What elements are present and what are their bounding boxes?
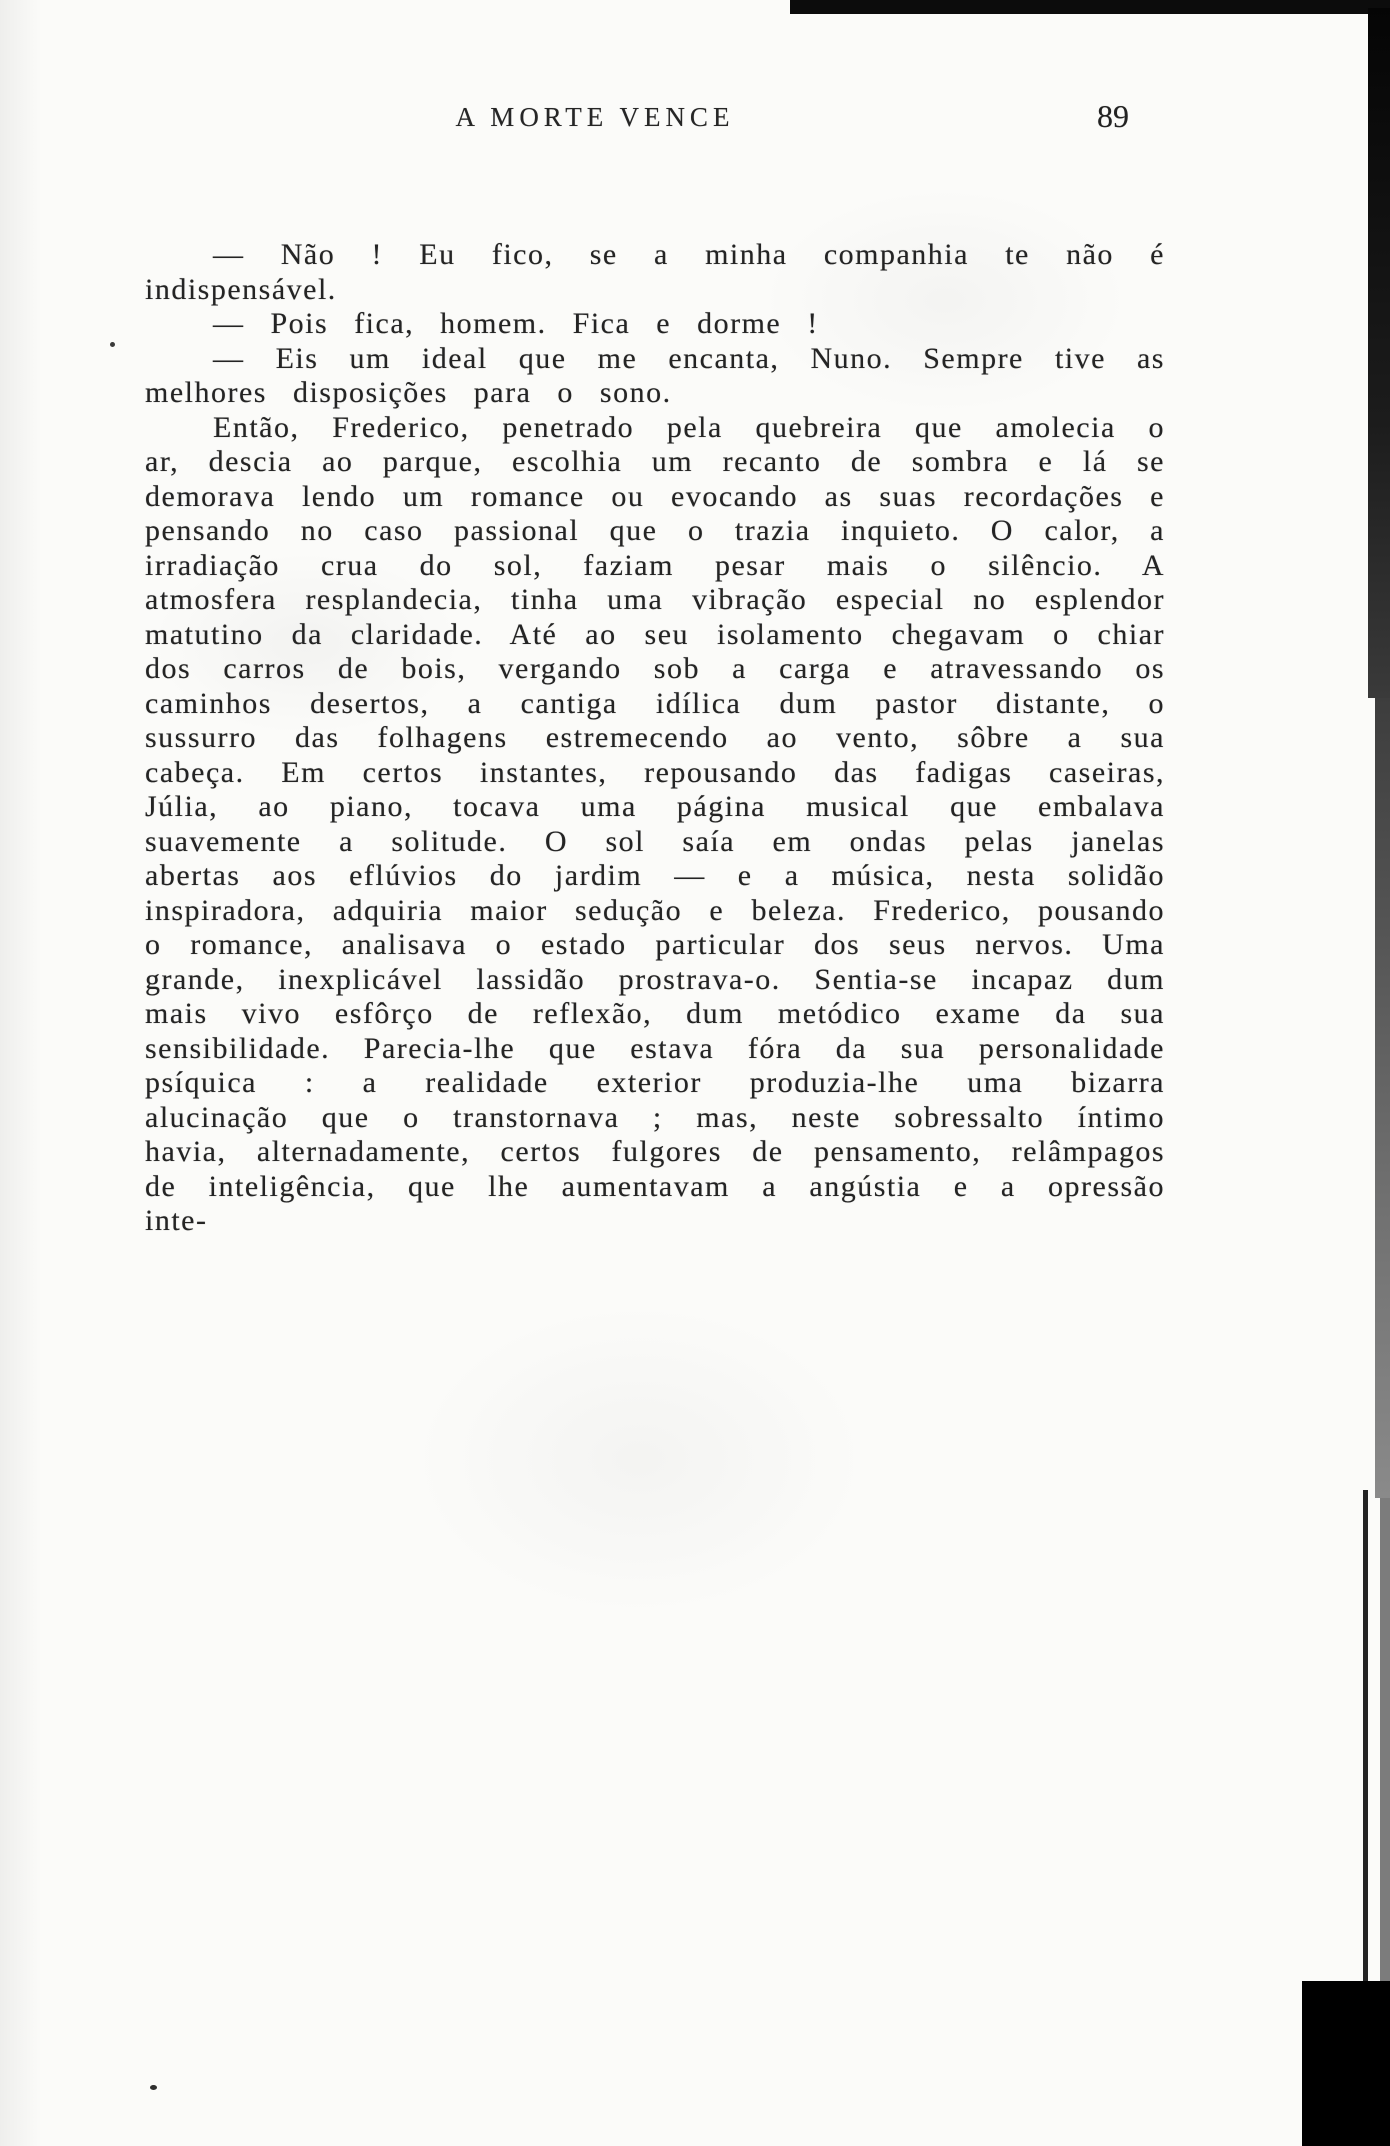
running-title: A MORTE VENCE: [455, 102, 735, 132]
page-number: 89: [1097, 98, 1129, 134]
scan-artifact-right-line: [1363, 1490, 1368, 2000]
scan-artifact-right-band-lower: [1380, 1498, 1390, 1998]
scan-artifact-right-band-upper: [1368, 8, 1390, 698]
paragraph-dialogue-2: — Pois fica, homem. Fica e dorme !: [213, 307, 819, 340]
scan-artifact-ink-speck: [150, 2085, 157, 2090]
scan-artifact-bottom-block: [1302, 1981, 1390, 2146]
paragraph-narrative: Então, Frederico, penetrado pela quebreira que amolecia o ar, descia ao parque, escolhia um recanto de sombra e lá se demorava lendo um romance ou evocando as suas recordações e pensando no caso passional que o trazia inquieto. O calor, a irradiação crua do sol, faziam pesar mais o silêncio. A atmosfera resplandecia, tinha uma vibração especial no esplendor matutino da claridade. Até ao seu isolamento chegavam o chiar dos carros de bois, vergando sob a carga e atravessando os caminhos desertos, a cantiga idílica dum pastor distante, o sussurro das folhagens estremecendo ao vento, sôbre a sua cabeça. Em certos instantes, repousando das fadigas caseiras, Júlia, ao piano, tocava uma página musical que embalava suavemente a solitude. O sol saía em ondas pelas janelas abertas aos eflúvios do jardim — e a música, nesta solidão inspiradora, adquiria maior sedução e beleza. Frederico, pousando o romance, analisava o estado particular dos seus nervos. Uma grande, inexplicável lassidão prostrava-o. Sentia-se incapaz dum mais vivo esfôrço de reflexão, dum metódico exame da sua sensibilidade. Parecia-lhe que estava fóra da sua personalidade psíquica : a realidade exterior produzia-lhe uma bizarra alucinação que o transtornava ; mas, neste sobressalto íntimo havia, alternadamente, certos fulgores de pensamento, relâmpagos de inteligência, que lhe aumentavam a angústia e a opressão inte-: [145, 410, 1165, 1237]
paragraph-dialogue-3: — Eis um ideal que me encanta, Nuno. Sempre tive as melhores disposições para o sono.: [145, 341, 1165, 409]
paragraph-dialogue-1: — Não ! Eu fico, se a minha companhia te não é indispensável.: [145, 238, 1165, 306]
scan-artifact-top-bar: [790, 0, 1390, 14]
scan-artifact-ink-dot: [110, 342, 115, 347]
page-header: [145, 98, 1165, 138]
scan-artifact-right-band-middle: [1375, 698, 1390, 1498]
body-text: [145, 238, 1165, 1239]
